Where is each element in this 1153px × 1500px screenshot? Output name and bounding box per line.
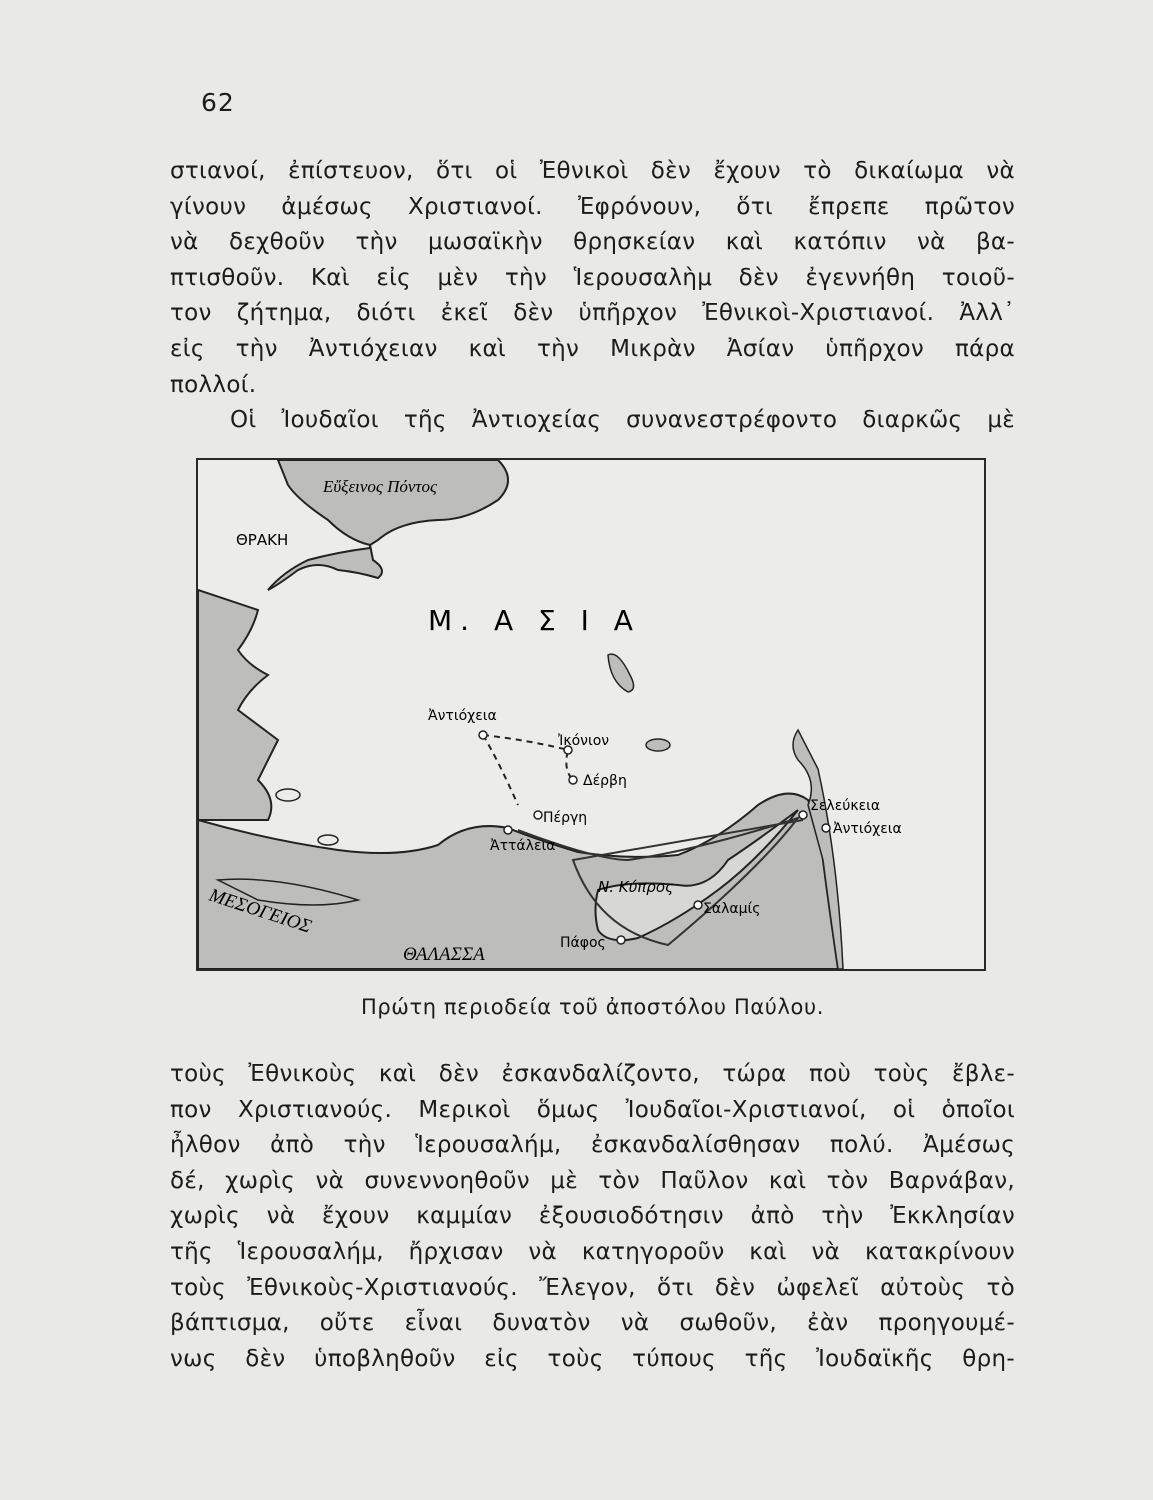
paragraph-2 bbox=[170, 403, 1015, 439]
text-line: τον ζήτημα, διότι ἐκεῖ δὲν ὑπῆρχον Ἐθνικοὶ-Χριστιανοί. Ἀλλ᾽ bbox=[170, 300, 1015, 327]
text-line: χωρὶς νὰ ἔχουν καμμίαν ἐξουσιοδότησιν ἀπὸ τὴν Ἐκκλησίαν bbox=[170, 1203, 1015, 1230]
city-marker bbox=[534, 811, 542, 819]
text-line: γίνουν ἀμέσως Χριστιανοί. Ἐφρόνουν, ὅτι ἔπρεπε πρῶτον bbox=[170, 193, 1015, 220]
aegean-island bbox=[318, 835, 338, 845]
city-marker bbox=[822, 824, 830, 832]
text-line: τοὺς Ἐθνικοὺς καὶ δὲν ἐσκανδαλίζοντο, τώρα ποὺ τοὺς ἔβλε- bbox=[170, 1061, 1015, 1087]
text-line: τοὺς Ἐθνικοὺς-Χριστιανούς. Ἔλεγον, ὅτι δὲν ὠφελεῖ αὐτοὺς τὸ bbox=[170, 1274, 1015, 1301]
text-line: πον Χριστιανούς. Μερικοὶ ὅμως Ἰουδαῖοι-Χριστιανοί, οἱ ὁποῖοι bbox=[170, 1096, 1015, 1123]
text-line: στιανοί, ἐπίστευον, ὅτι οἱ Ἐθνικοὶ δὲν ἔχουν τὸ δικαίωμα νὰ bbox=[170, 158, 1015, 184]
paragraph-3 bbox=[170, 1057, 1015, 1377]
label-derbe: Δέρβη bbox=[583, 773, 627, 789]
label-black-sea: Εὔξεινος Πόντος bbox=[323, 477, 437, 496]
label-antioch-syria: Ἀντιόχεια bbox=[833, 821, 902, 837]
lake-shape bbox=[646, 739, 670, 751]
label-salamis: Σαλαμίς bbox=[703, 901, 761, 917]
city-marker bbox=[799, 811, 807, 819]
label-mediterranean-1: ΜΕΣΟΓΕΙΟΣ bbox=[206, 884, 314, 938]
text-line: ἦλθον ἀπὸ τὴν Ἱερουσαλήμ, ἐσκανδαλίσθησαν πολύ. Ἀμέσως bbox=[170, 1132, 1015, 1159]
label-antioch-pisidia: Ἀντιόχεια bbox=[428, 708, 497, 724]
label-mediterranean-2: ΘΑΛΑΣΣΑ bbox=[403, 944, 485, 965]
city-marker bbox=[504, 826, 512, 834]
text-line: Οἱ Ἰουδαῖοι τῆς Ἀντιοχείας συνανεστρέφοντο διαρκῶς μὲ bbox=[230, 407, 1015, 433]
city-marker bbox=[569, 776, 577, 784]
label-paphos: Πάφος bbox=[560, 935, 606, 951]
page-number: 62 bbox=[201, 88, 235, 117]
label-iconium: Ἰκόνιον bbox=[558, 733, 610, 749]
label-cyprus: Ν. Κύπρος bbox=[598, 878, 674, 896]
text-line: τῆς Ἱερουσαλήμ, ἤρχισαν νὰ κατηγοροῦν καὶ νὰ κατακρίνουν bbox=[170, 1238, 1015, 1265]
text-line: νως δὲν ὑποβληθοῦν εἰς τοὺς τύπους τῆς Ἰουδαϊκῆς θρη- bbox=[170, 1345, 1015, 1372]
aegean-coast bbox=[198, 590, 278, 820]
aegean-island bbox=[276, 789, 300, 801]
text-line: δέ, χωρὶς νὰ συνεννοηθοῦν μὲ τὸν Παῦλον καὶ τὸν Βαρνάβαν, bbox=[170, 1167, 1015, 1194]
city-marker bbox=[694, 901, 702, 909]
paragraph-1 bbox=[170, 154, 1015, 403]
black-sea-shape bbox=[278, 460, 508, 545]
lake-shape bbox=[608, 654, 634, 692]
map-drawing bbox=[198, 460, 984, 969]
label-perga: Πέργη bbox=[543, 810, 588, 826]
marmara-shape bbox=[268, 545, 382, 590]
text-line: νὰ δεχθοῦν τὴν μωσαϊκὴν θρησκείαν καὶ κατόπιν νὰ βα- bbox=[170, 229, 1015, 256]
map-figure bbox=[196, 458, 986, 971]
city-marker bbox=[617, 936, 625, 944]
text-line: βάπτισμα, οὔτε εἶναι δυνατὸν νὰ σωθοῦν, ἐὰν προηγουμέ- bbox=[170, 1310, 1015, 1337]
text-line: πολλοί. bbox=[170, 371, 257, 398]
figure-caption: Πρώτη περιοδεία τοῦ ἀποστόλου Παύλου. bbox=[360, 995, 825, 1019]
city-marker bbox=[479, 731, 487, 739]
label-asia-minor: Μ. Α Σ Ι Α bbox=[428, 604, 641, 637]
label-attalia: Ἀττάλεια bbox=[490, 838, 556, 854]
mediterranean-shape bbox=[198, 794, 838, 969]
text-line: εἰς τὴν Ἀντιόχειαν καὶ τὴν Μικρὰν Ἀσίαν ὑπῆρχον πάρα bbox=[170, 335, 1015, 362]
text-line: πτισθοῦν. Καὶ εἰς μὲν τὴν Ἱερουσαλὴμ δὲν ἐγεννήθη τοιοῦ- bbox=[170, 264, 1015, 291]
label-thrace: ΘΡΑΚΗ bbox=[236, 531, 289, 549]
label-seleucia: Σελεύκεια bbox=[810, 798, 881, 814]
